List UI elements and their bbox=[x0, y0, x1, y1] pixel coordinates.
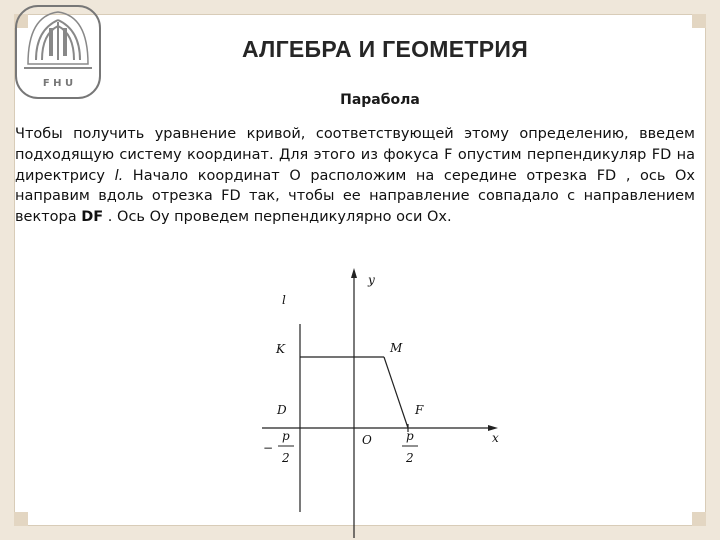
university-emblem-icon bbox=[10, 4, 106, 100]
body-paragraph bbox=[15, 124, 695, 228]
label-x: x bbox=[492, 431, 499, 445]
label-neg-two: 2 bbox=[282, 451, 290, 465]
logo-text: F H U bbox=[42, 78, 74, 89]
segment-mf bbox=[384, 357, 408, 428]
paragraph-vector-df: DF bbox=[81, 209, 104, 226]
label-neg-p: p bbox=[282, 429, 290, 443]
label-m: M bbox=[390, 341, 403, 355]
label-pos-two: 2 bbox=[406, 451, 414, 465]
paragraph-directrix-l: l. bbox=[114, 167, 124, 184]
parabola-diagram bbox=[250, 262, 510, 540]
frame-corner bbox=[14, 512, 28, 526]
page-title: АЛГЕБРА И ГЕОМЕТРИЯ bbox=[241, 36, 529, 62]
label-f: F bbox=[415, 403, 424, 417]
section-subtitle: Парабола bbox=[340, 92, 420, 108]
paragraph-text-start: Чтобы получить уравнение кривой, соответствующей этому определению, введем подходящую систему координат. Для этого из фокуса F опустим перпендикуляр FD на директрису bbox=[15, 126, 695, 184]
paragraph-text-mid: Начало координат О расположим на середине отрезка FD , ось Ох направим вдоль отрезка FD так, чтобы ее направление совпадало с направлением вектора bbox=[15, 167, 695, 226]
label-k: K bbox=[276, 342, 285, 356]
label-d: D bbox=[277, 403, 287, 417]
label-o: O bbox=[362, 433, 372, 447]
label-minus: − bbox=[263, 441, 274, 455]
label-pos-p: p bbox=[406, 429, 414, 443]
paragraph-text-end: . Ось Оy проведем перпендикулярно оси Ох. bbox=[103, 209, 452, 226]
label-l: l bbox=[282, 293, 286, 307]
label-y: y bbox=[368, 273, 375, 287]
frame-corner bbox=[692, 512, 706, 526]
y-axis-arrow bbox=[351, 268, 357, 278]
frame-corner bbox=[692, 14, 706, 28]
